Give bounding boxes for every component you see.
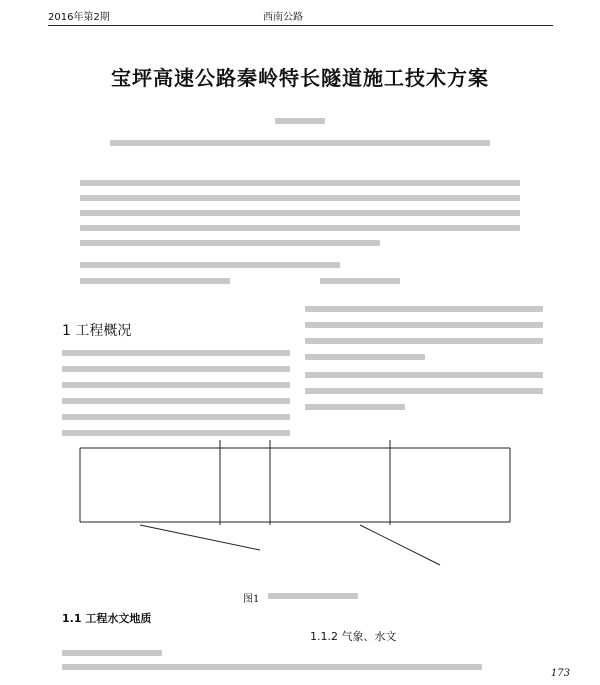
section-1-heading: 1 工程概况 <box>62 323 132 339</box>
section-1-1-2-heading: 1.1.2 气象、水文 <box>310 630 397 643</box>
tunnel-schematic-figure <box>60 430 550 580</box>
section-1-1-heading: 1.1 工程水文地质 <box>62 612 152 625</box>
header-rule <box>48 25 553 26</box>
journal-issue: 2016年第2期 <box>48 12 110 23</box>
figure-label: 图1 <box>243 594 260 605</box>
affiliation-line-placeholder <box>110 140 490 146</box>
figure-caption-placeholder <box>268 593 358 599</box>
author-line-placeholder <box>275 118 325 124</box>
journal-name: 西南公路 <box>263 12 303 23</box>
page-number: 173 <box>550 668 570 679</box>
paper-title: 宝坪高速公路秦岭特长隧道施工技术方案 <box>111 66 489 90</box>
